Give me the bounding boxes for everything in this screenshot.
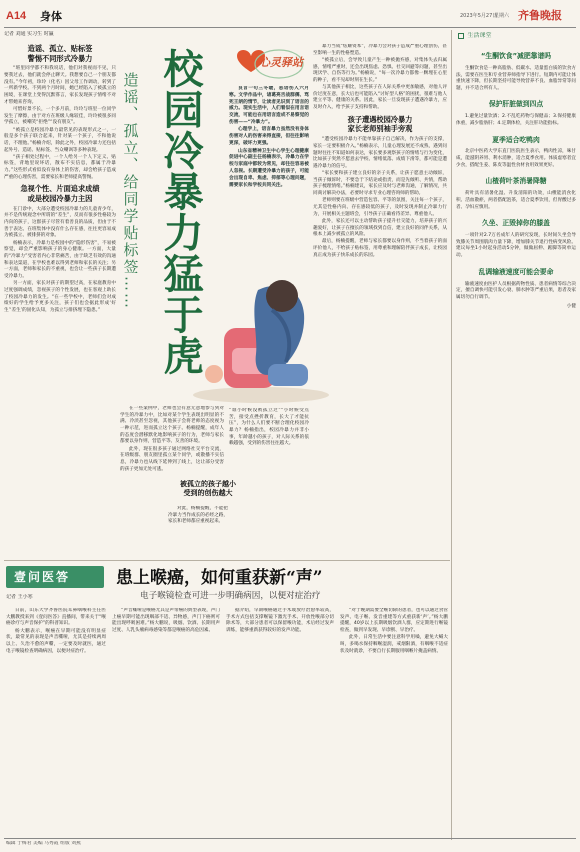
column-logo — [229, 44, 305, 82]
paragraph: 日前，山东大学齐鲁医院耳鼻咽喉科主任医大鹏教授来到《壹问医答》直播间，带来关于“喉癌诊疗与声音保护”的科普知识。 — [6, 608, 106, 627]
feature-intro — [229, 86, 309, 286]
page-header — [4, 4, 576, 26]
paragraph: 暴力当成“炫耀资本”，冷暴力会对孩子造成严重心理创伤，甚至影响一生的性格塑造。 — [313, 44, 447, 56]
credits-line: 记者 刘通 实习生 时赢 — [4, 31, 54, 37]
logo-text: 心灵驿站 — [259, 56, 303, 69]
sidebar-headline: 乱调输液速度可能会要命 — [478, 267, 554, 276]
issue-date: 2023年5月27日 — [460, 13, 498, 19]
bottom-col-1 — [6, 608, 106, 834]
sidebar-headline: 久坐、正毁掉你的膝盖 — [482, 219, 550, 228]
paragraph: “谁小时候没被孤立过”“小时候受点苦，接受点挫折教育，长大了才能抗压”，为什么人们要不断合理化校园冷暴力？杨楠指出，校园冷暴力并非小事，年龄越小的孩子，对人际关系的依赖越强，受到的伤害往往越大。 — [229, 408, 309, 447]
bottom-col-2 — [112, 608, 220, 834]
column-tag: 壹问医答 — [6, 566, 104, 588]
paragraph: 北京中医药大学东直门医院医生表示，鸭肉性凉，味甘咸，能滋阴养胃、利水消肿，适合夏季食用。体质虚寒者宜少食，搭配生姜、陈皮等温性食材食用效果更好。 — [456, 149, 576, 168]
paragraph: 生酮饮食是一种高脂肪、低碳水、适量蛋白质的饮食方法，需要在医生和专业营养师指导下进行。短期内可能让体重快速下降，但长期坚持可能导致营养不良、血脂异常等问题，并不适合所有人。 — [456, 65, 576, 91]
brand-logo: 齐鲁晚报 — [518, 9, 562, 22]
paragraph: 此外，家长还可以主动帮助孩子提升社交能力，培养孩子的兴趣爱好，让孩子在擅长的领域找到自信，建立良好的同伴关系，从根本上减少被孤立的风险。 — [313, 218, 447, 238]
feature-title: 校园冷暴力猛于虎 — [157, 48, 204, 376]
subhead-2: 急视个性、片面追求成绩 或是校园冷暴力主因 — [20, 184, 100, 204]
inset-article-2 — [168, 506, 228, 556]
paragraph: 此外，日常生活中要注意科学用嗓，避免大喊大叫，多喝水保持咽喉湿润，戒烟限酒，有咽喉不适症状及时就诊，不要自行长期服用咽喉片掩盖病情。 — [340, 635, 448, 654]
paragraph: 最后，杨楠提醒，老师与家长都要以身作则，不当着孩子的面评价他人，不给孩子贴标签，用尊重和理解陪伴孩子成长，让校园真正成为孩子快乐成长的乐园。 — [313, 239, 447, 258]
bottom-col-4 — [340, 608, 448, 834]
paragraph: 在一些案例中，老师也会有意无意地参与到对学生的冷暴力中，比如对某个学生表现出明显的不满、冷淡甚至忽视，其他孩子会将老师的态度视为一种示范，进而孤立这个孩子。杨楠提醒，成年人的态度会潜移默化地影响孩子的行为，老师与家长都要以身作则，营造平等、友善的环境。 — [120, 406, 224, 445]
intro-paragraph: 山东省精神卫生中心学生心理健康促进中心副主任杨楠表示，冷暴力在学校与家庭中都较为常见，却往往容易被人忽视。长期遭受冷暴力的孩子，可能会出现自卑、焦虑、抑郁等心理问题，需要家长和学校共同关注。 — [229, 148, 309, 188]
paragraph: 对此，杨楠提醒，不能把冷暴力当作成长的必经之路，家长和老师都应重视起来。 — [168, 506, 228, 525]
paragraph: 可惜好景不长，一个多月前，玲玲与班里一位同学发生了摩擦，由于对方在班级人缘较佳，玲玲被很多同学孤立，被嘲笑“拒绝”“没有朋友”。 — [4, 106, 116, 126]
paragraph: “声音嘶哑是喉癌尤其是声带癌的典型表现，声门上癌早期可能出现咽部不适、异物感，声门下癌则可能出现呼吸困难。”杨大鹏说，吸烟、饮酒、长期用声过度、人乳头瘤病毒感染等都是喉癌的高危因素。 — [112, 608, 220, 633]
paragraph: 一项针对2.7万名成年人的研究发现，长时间久坐会导致膝关节周围肌肉力量下降，增加膝关节退行性病变风险。建议每坐1小时起身活动5分钟，做做屈伸、踮脚等简单运动。 — [456, 233, 576, 259]
paragraph: “班里同学都不和我说话，他们对我视而不见，只要我过去，他们就会停止聊天。我想要自己一个朋友都没有。”今年初，珍玲（化名）因父母工作调动，转到了一所新学校。不到两个月时间，她已经陷入了被孤立的困境，在课堂上变得沉默寡言，家长发现孩子情绪不对才带她来咨询。 — [4, 66, 116, 105]
bottom-subtitle: 电子喉镜检查可进一步明确病因，以便对症治疗 — [140, 591, 321, 601]
feature-subtitle: 造谣、孤立、给同学贴标签…… — [121, 72, 140, 310]
page-footer: 编辑 于梅君 美编 马秀霞 组版 刘燕 — [6, 841, 81, 846]
paragraph: “家长要和孩子建立良好的亲子关系，让孩子愿意主动倾诉，当孩子倾诉时，不要急于下结论或指责，而是先倾听、共情，帮助孩子梳理情绪。”杨楠建议，家长应及时与老师沟通，了解情况，共同商讨解决办法，必要时寻求专业心理咨询师的帮助。 — [313, 171, 447, 197]
bottom-title: 患上喉癌，如何重获新“声” — [116, 568, 323, 588]
feature-illustration — [190, 270, 332, 405]
article-column-3 — [313, 44, 447, 556]
sidebar-headline: 夏季适合吃鸭肉 — [492, 135, 540, 144]
paragraph: 杨大鹏表示，喉癌在早期可能没有明显症状，最常见的表现是声音嘶哑，尤其是持续两周以上、久治不愈的声嘶，一定要及时就医，通过电子喉镜检查明确病因，以便对症治疗。 — [6, 628, 106, 654]
page-number: A14 — [6, 10, 27, 22]
sidebar-headline: “生酮饮食”减肥靠谱吗 — [480, 52, 552, 60]
subhead-1: 造谣、孤立、贴标签 警惕不同形式冷暴力 — [27, 44, 93, 63]
bottom-author: 记者 王小寒 — [6, 594, 33, 600]
paragraph: “被孤立是校园冷暴力最常见的表现形式之一，一般是多个孩子联合起来，针对某一个孩子，不和他说话，不理他。”杨楠介绍，除此之外，校园冷暴力还包括起外号、造谣、贴标签、当众嘲讽等多种表现。 — [4, 127, 116, 153]
article-column-1 — [4, 44, 116, 556]
subhead-3: 孩子遭遇校园冷暴力 家长老师别袖手旁观 — [347, 114, 413, 134]
intro-paragraph: 心理学上，语言暴力虽然没有身体伤害对人的伤害来得直接，但往往影响更深，破坏力更强。 — [229, 127, 309, 147]
sidebar-label: 生活课堂 — [458, 32, 538, 42]
paragraph: “遭受校园冷暴力不能单靠孩子自己解决，作为孩子的支撑，家长一定要积极介入。”杨楠表示，儿童心理发展还不成熟，遇到问题时往往不知道如何表达，家长要多观察孩子的情绪与行为变化，比如孩子突然不愿意去学校、情绪低落、成绩下滑等，都可能是遭遇冷暴力的信号。 — [313, 137, 447, 169]
bottom-col-3 — [226, 608, 334, 834]
section-name: 身体 — [40, 10, 62, 23]
intro-paragraph: 良言一句三冬暖，恶语伤人六月寒。文学作品中，诸葛亮舌战群儒、骂死王朗的情节，让读者见识到了语言的威力。现实生活中，人们看似在用言语交流，可能也在用语言造成不易察觉的伤害——“冷暴力”。 — [229, 86, 309, 126]
sidebar-headline: 保护肝脏做到四点 — [488, 100, 544, 109]
paragraph: “被孤立后，会导致儿童产生一种被抛弃感，对集体失去归属感，情绪严重时，还会出现焦虑、恐惧、社交回避等问题，甚至出现厌学、自伤等行为。”杨楠说，“每一次冷暴力都像一颗埋在心里的种子，看不见却时刻在生长。” — [313, 57, 447, 83]
paragraph: 另一方面，家长对孩子的期望过高，在家庭教育中过度强调成绩，忽视孩子的个性发展，也在客观上助长了校园冷暴力的发生。“在一些学校中，老师们会对成绩好的学生给予更多关注，孩子们也会据此形成‘好生’‘差生’的固化认知，为孤立与排挤埋下隐患。” — [4, 281, 116, 313]
sidebar-column — [456, 46, 576, 842]
paragraph: “孩子相处过程中，一个人给另一个人下定义、贴标签，背地里说坏话，散布不实信息，都属于冷暴力。”这些形式看似没有身体上的伤害，却会给孩子造成严重的心理伤害，需要家长和老师提高警惕。 — [4, 154, 116, 180]
paragraph: 在门诊中，大部分遭受校园冷暴力的儿童青少年，并不是传统观念中所谓的“差生”，反而有很多性格较为内向的孩子，这群孩子尽管有着善良的品质，但由于不善于表达、在班集体中没有什么存在感，往往更容易成为被孤立、被排挤的对象。 — [4, 206, 116, 239]
paragraph: 据介绍，早期喉癌通过手术或放疗治愈率较高，手术方式包括支撑喉镜下激光手术、开放性喉部分切除术等，大部分患者可以保留喉功能，术后经过发声训练，能够重新获得较好的发声功能。 — [226, 608, 334, 633]
paragraph: 杨楠表示，冷暴力是校园中的“隐形伤害”，不易被察觉，却会严重影响孩子的身心健康。一方面，大量的“冷暴力”受害者内心非常痛苦，由于缺乏有效的沟通和表达渠道，在学校也难以得到老师和家长的关注；另一方面，老师和家长的不重视，也会让一些孩子长期遭受冷暴力。 — [4, 240, 116, 279]
square-icon — [458, 33, 464, 39]
paragraph: 1.避免过量饮酒；2.不乱吃药物与保健品；3.保持健康体重，减少脂肪肝；4.定期体检，关注肝功能指标。 — [456, 114, 576, 126]
issue-weekday: 星期六 — [494, 13, 510, 19]
paragraph: 与其他孩子相比，这些孩子在人际关系中更加敏感，对他人评价过度在意，长大后也可能陷入“讨好型人格”的困扰，很难与他人建立平等、健康的关系。因此，家长一旦发现孩子遭遇冷暴力，应及时介入，给予孩子支持和帮助。 — [313, 85, 447, 111]
sidebar-headline: 山楂荷叶茶消暑降糖 — [485, 177, 547, 186]
paragraph: 荷叶具有清暑化湿、升发清阳的功效，山楂能消食化积、活血散瘀，两者搭配泡茶，适合夏季饮用，但胃酸过多者、孕妇应慎用。 — [456, 191, 576, 210]
paragraph: 输液速度由医护人员根据药物性质、患者病情等综合决定，擅自调快可能引发心衰、肺水肿等严重后果，患者及家属切勿自行调节。 — [456, 281, 576, 300]
paragraph: “对于晚期需要全喉切除的患者，也可以通过食管发声、电子喉、发音重建等方式重获新‘声’。”杨大鹏提醒，40岁以上长期吸烟饮酒人群，应定期进行喉镜检查，做到早发现、早诊断、早治疗。 — [340, 608, 448, 633]
inset-headline: 被孤立的孩子越小 受到的创伤越大 — [180, 480, 236, 498]
paragraph: 老师则要在班级中营造包容、平等的氛围，关注每一个孩子，尤其是性格内向、存在感较低的孩子，及时发现并制止冷暴力行为，开展相关主题班会，引导孩子正确看待差异、尊重他人。 — [313, 198, 447, 217]
sidebar-credit: 小健 — [566, 303, 576, 309]
paragraph: 此外，现在很多孩子通过网络社交平台交流，在班级群、朋友圈里孤立某个同学，或散播不实信息，冷暴力也从线下延伸到了线上，这让部分受害的孩子更加无处可逃。 — [120, 446, 224, 472]
